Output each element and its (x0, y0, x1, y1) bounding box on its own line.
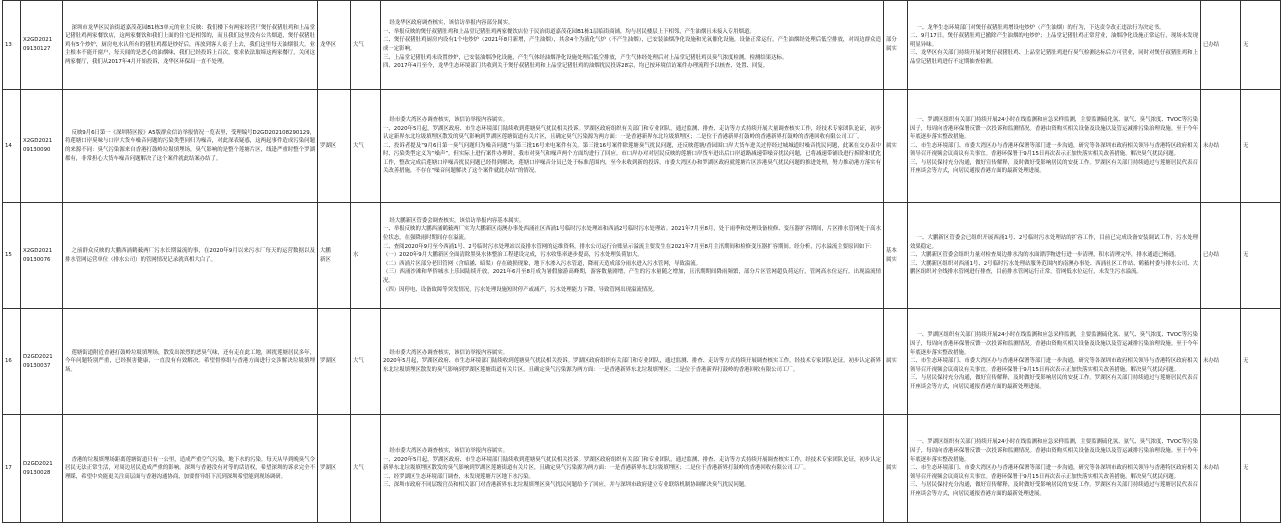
investigation-text: 经市委大湾区办调查核实，该信访举报内容属实。 一、2020年5月起，罗湖区政府、市生态环境部门陆续收到莲塘臭气扰民相关投诉。罗湖区政府组织有关部门和专业团队，通过监测、排查、走访等方式持续开展大量调查核实工作，经技术专家团队论证，初步认定新界东北垃圾填埋区散发的臭气影响到罗湖区莲塘街道有关片区，且确定臭气污染源为两方面：一是香港新界东北垃圾填埋区；二是位于香港新界打鼓岭的香港新界打鼓岭的香港回收有限公司工厂。 二、投诉者提及“9月6日第一臭气问题归为噪音问题”与第三批16号来电案件有关。第三批16号案件除莲塘臭气扰民问题，还反映莲塘/香园围口岸大货车进关过停经过城城道时噪音扰民问题，此案在交办表中时，污染类型定义为“噪声”，但实际上进行案件办理时，我市对臭气和噪声两个方面均进行了回应。市口岸办对对居民反映的莲塘口岸货车进出后口岸道路减速带噪音扰民问题，已将减速带铺设进行拆除和优化工作，整改完成后莲塘口岸噪音扰民问题已经得到解决，莲塘口岸噪音分员已处于标准范围内，至今未收到新的投诉。市委大湾区办和罗湖区政府就莲塘片区涉港臭气扰民问题的推进处理，努力推动港方落实有关改善措施，不存在“噪音问题解决了这个案件就此办结”的情况。 (383, 116, 881, 175)
complaint-table (2, 0, 1281, 523)
complaint-table-sheet (2, 0, 1280, 522)
row-number: 13 (3, 1, 21, 90)
assessment (884, 203, 908, 309)
handling-actions-text: 一、罗湖区组织有关部门持续开展24小时在线监测和应急采样监测，主要监测硫化氢、氨气、臭气浓度、TVOC等污染因子，每周向香港环保署反馈一次投诉和监测情况。香港由资购买相关设备及设施以及管运减排污染治理设施。至于今年年底逐步落实整改措施。 二、市生态环境部门、市委大湾区办与香港环保署等部门进一步沟通，研究等各深圳市政府相关领导与香港特区政府相关领导召开视频会议商议有关事宜。香港环保署于9月15日再次表示正加快落实相关改善措施，解决臭气扰民问题。 三、与居民保持充分沟通，做好宣传解释，及时做好受影响居民的安抚工作。罗湖区有关部门持续通过与莲塘居民代表召开座谈会等方式，向居民通报香港方面的最新处理进展。 (910, 332, 1198, 390)
investigation-result (381, 1, 884, 90)
row-number: 17 (3, 415, 21, 523)
case-id-text: X2GD2021 09130076 (23, 247, 53, 263)
handling-actions (908, 415, 1201, 523)
status: 已办结 (1201, 1, 1241, 90)
case-id (21, 1, 63, 90)
investigation-result (381, 415, 884, 523)
case-id (21, 203, 63, 309)
pollution-type: 大气 (351, 415, 381, 523)
assessment-text: 属实 (886, 358, 897, 365)
status: 未办结 (1201, 309, 1241, 415)
complaint-content (63, 90, 318, 203)
assessment-text: 属实 (886, 465, 897, 472)
district (318, 309, 351, 415)
investigation-text: 经龙华区政府调查核实，该信访举报内容部分属实。 一、举报反映的煲仔叔猪肚鸡和上品堂记猪肚鸡两家餐饮店位于民治街道嘉茂花园B1栋1层临街商铺，均与居民楼层上下相邻，产生油烟且未接入专用烟道。 二、煲仔叔猪肚鸡厨房内设有1个电炒炉（2021年8月新增，产生油烟），其余4个为液化气炉（不产生油烟），已安装油烟净化设施和光氧催化设施，设备正常运行，产生油烟经处理后低空排放，对周边群众造成一定影响。 三、上品堂记猪肚鸡未设置炒炉，已安装油烟净化设施，产生气体经油烟净化设施处理后低空排放，产生气体经处理后对上品堂记猪肚鸡员臭气浓度检测，检测结果达标。 四、2017年4月至今，龙华生态环境部门共收到关于煲仔叔猪肚鸡和上品堂记猪肚鸡的油烟扰民投诉28宗，均已按环境信访案件办理流程予以核查、处置、回复。 (383, 20, 881, 70)
complaint-content (63, 203, 318, 309)
case-id-text: D2GD2021 09130028 (23, 460, 53, 476)
handling-actions-text: 一、龙华生态环境部门对煲仔叔猪肚鸡增设电炒炉（产生油烟）的行为，下达责令改正违法行为决定书。 二、9月17日，煲仔叔猪肚鸡已撤除产生油烟的电炒炉；上品堂记猪肚鸡正常营业，油烟净化设施正常运行，现场未发现明显异味。 三、龙华区有关部门持续开展对煲仔叔猪肚鸡、上品堂记猪肚鸡进行臭气检测达标后方可营业，同时对煲仔叔猪肚鸡和上品堂记猪肚鸡进行不定期抽查检测。 (910, 24, 1198, 65)
case-id-text: D2GD2021 09130037 (23, 353, 53, 369)
complaint-content (63, 415, 318, 523)
case-id-text: X2GD2021 09130090 (23, 138, 53, 153)
district-text: 大鹏 新区 (320, 247, 331, 263)
assessment (884, 415, 908, 523)
district-text: 罗湖区 (320, 465, 337, 472)
table-row (3, 203, 1281, 309)
pollution-type: 大气 (351, 1, 381, 90)
investigation-result (381, 203, 884, 309)
complaint-content (63, 1, 318, 90)
pollution-type: 大气 (351, 309, 381, 415)
district-text: 罗湖区 (320, 142, 337, 149)
status: 未办结 (1201, 415, 1241, 523)
assessment-text: 属实 (886, 142, 897, 149)
investigation-text: 经市委大湾区办调查核实，该信访举报内容属实。 2020年5月起，罗湖区政府、市生态环境部门陆续收到莲塘臭气扰民相关投诉。罗湖区政府组织有关部门和专业团队，通过监测、排查、走访等方式持续开展调查核实工作，经技术专家团队论证，初步认定新界东北垃圾填埋区散发的臭气影响到罗湖区莲塘街道有关片区，且确定臭气污染源为两方面：一是香港新界东北垃圾填埋区；二是位于香港新界打鼓岭的香港回收有限公司工厂。 (383, 349, 881, 373)
handling-actions (908, 1, 1201, 90)
assessment-text: 基本 属实 (886, 247, 897, 263)
complaint-content-text: 莲塘街道附近香港打鼓岭垃圾填埋场，散发出浓烈的恶臭气味，还有走在此工地，困扰莲塘居民多年，今年问题特别严重，已经损害健康，一直没有有效解决。希望督察组与香港方面进行交涉解决垃圾填埋场。 (65, 349, 315, 373)
accountability: 无 (1241, 1, 1281, 90)
handling-actions-text: 一、罗湖区组织有关部门持续开展24小时在线监测和应急采样监测，主要监测硫化氢、氨气、臭气浓度、TVOC等污染因子，每周向香港环保署反馈一次投诉和监测情况。香港由资购买相关设备及设施以及管运减排污染治理设施。至于今年年底逐步落实整改措施。 二、市生态环境部门、市委大湾区办与香港环保署等部门进一步沟通，研究等各深圳市政府相关领导与香港特区政府相关领导召开视频会议商议有关事宜。香港环保署于9月15日再次表示正加快落实相关改善措施，解决臭气扰民问题。 三、与居民保持充分沟通，做好宣传解释，及时做好受影响居民的安抚工作。罗湖区有关部门持续通过与莲塘居民代表召开座谈会等方式，向居民通报香港方面的最新处理进展。 (910, 439, 1198, 497)
handling-actions (908, 309, 1201, 415)
complaint-content (63, 309, 318, 415)
handling-actions-text: 一、大鹏新区管委会已组织开展西涌1号、2号临时污水处理站的扩容工作，目前已完成设备安装调试工作，污水处理效果稳定。 二、大鹏新区管委会组织力量对检查周边排水沟的水面漂浮物进行进一步清理，积水清理完毕，排水通道已畅通。 三、大鹏新区组织对西涌1号、2号临时污水处理站服务范围内的南澳办事处、西涌社区工作站、鹤薮村委与排水公司、大鹏区组织对全线排水管网进行排查，目前排水管网运行正常，管网低水位运行，未发生污水溢流。 (910, 235, 1198, 276)
investigation-result (381, 90, 884, 203)
assessment (884, 309, 908, 415)
district (318, 203, 351, 309)
pollution-type: 大气 (351, 90, 381, 203)
assessment (884, 1, 908, 90)
district-text: 罗湖区 (320, 358, 337, 365)
case-id-text: X2GD2021 09130127 (23, 37, 53, 52)
investigation-result (381, 309, 884, 415)
table-row (3, 415, 1281, 523)
table-row (3, 309, 1281, 415)
row-number: 15 (3, 203, 21, 309)
pollution-type: 水 (351, 203, 381, 309)
investigation-text: 经大鹏新区管委会调查核实，该信访举报内容基本属实。 一、举报反映的大鹏西涌鹤薮两厂实为大鹏新区南澳办事处西涌社区西涌1号临时污水处理站和西涌2号临时污水处理站。2021年7月至8月，处于雨季和处理设备检修、变压器扩容期间，片区排水管网处于高水位状态，在强降雨时期间存在溢流。 二、查阅2020年9月至今西涌1号、2号临时污水处理站以及排水管网的运维资料，排水公司运行台账显示溢流主要发生在2021年7月至8月主汛期间和检修变压器扩容期间。经分析，污水溢流主要原因如下： （一）2020年9月大鹏新区全面清除黑臭水体整治工程建设完成，污水收集率逐步提高，污水处理负荷加大。 （二）西涌片区部分老旧管网（含暗涵、暗渠）存在破损现象，地下水渗入污水管道，降雨天造成部分雨水进入污水管网，导致溢流。 （三）西涌沙滩和华侨城水上乐园陆续开放，2021年6月至8月成为暑假旅游高峰期，游客数量剧增，产生的污水量随之增加，且汛期期间降雨频繁，部分片区管网超负荷运行，管网高水位运行，出现溢流情况。 （四）因停电、设备故障等突发情况，污水处理设施短时停产或减产，污水处理能力下降，导致管网出现溢流情况。 (383, 217, 881, 293)
handling-actions-text: 一、罗湖区组织有关部门持续开展24小时在线监测和应急采样监测，主要监测硫化氢、氨气、臭气浓度、TVOC等污染因子，每周向香港环保署反馈一次投诉和监测情况。香港由资购买相关设备及设施以及管运减排污染治理设施。至于今年年底逐步落实整改措施。 二、市生态环境部门、市委大湾区办与香港环保署等部门进一步沟通，研究等各深圳市政府相关领导与香港特区政府相关领导召开视频会议商议有关事宜。香港环保署于9月15日再次表示正加快落实相关改善措施，解决臭气扰民问题。 三、与居民保持充分沟通，做好宣传解释，及时做好受影响居民的安抚工作。罗湖区有关部门持续通过与莲塘居民代表召开座谈会等方式，向居民通报香港方面的最新处理进展。 (910, 116, 1198, 175)
accountability: 无 (1241, 415, 1281, 523)
row-number: 14 (3, 90, 21, 203)
complaint-content-text: 深圳市龙华区民治街道嘉茂花园B1栋3单元的业主反映：我们楼下有两家经营尸煲仔叔猪肚鸡和上品堂记猪肚鸡两家餐饮店，这两家餐饮和我们上面的住宅是相邻的，而且我们这里没有公共烟道，煲仔叔猪肚鸡有5个炒炉，厨房电水认所有的猪肚鸡都是炒好后，再放到客人桌子上去，我们这里每天油烟很大，业主根本不能开窗户，每天闻的是恶心的油烟味，我们已经投诉上百次，要求依法取缔这两家餐厅，关闭这两家餐厅，我们从2017年4月开始投诉，龙华区环保局一直不处理。 (65, 24, 315, 65)
case-id (21, 90, 63, 203)
district (318, 415, 351, 523)
status: 未办结 (1201, 90, 1241, 203)
complaint-content-text: 反映9月6日第一《深圳特区报》A5版群众信访举报情况一览表里，受理编号D2GD202108290129，将莲塘口岸臭味与口岸大货车噪音问题的污染类型同归为噪音，对此深表疑惑，这两起事件造成污染问题的来源不同：臭气污染源来自香港打鼓岭垃圾填埋场，臭气影响的是整个莲塘片区，线逢严重时整个罗湖都有，非常担心大货车噪音问题解决了这个案件就此结案办结了。 (65, 129, 316, 162)
status: 已办结 (1201, 203, 1241, 309)
row-number: 16 (3, 309, 21, 415)
table-row (3, 90, 1281, 203)
assessment (884, 90, 908, 203)
accountability: 无 (1241, 309, 1281, 415)
assessment-text: 部分 属实 (886, 37, 897, 52)
district (318, 90, 351, 203)
table-row (3, 1, 1281, 90)
district (318, 1, 351, 90)
handling-actions (908, 203, 1201, 309)
case-id (21, 309, 63, 415)
investigation-text: 经市委大湾区办调查核实，该信访举报内容属实。 一、2020年5月起，罗湖区政府、市生态环境部门陆续收到莲塘臭气扰民相关投诉。罗湖区政府组织有关部门和专业团队，通过监测、排查、走访等方式持续开展调查核实工作，经技术专家团队论证，初步认定新界东北垃圾填埋区散发的臭气影响到罗湖区莲塘街道有关片区，且确定臭气污染源为两方面：一是香港新界东北垃圾填埋区；二是位于香港新界打鼓岭的香港回收有限公司工厂。 二、经罗湖区生态环境部门调查，未发现莲塘片区地下水污染。 三、深圳市政府不同层级官员和相关部门对香港新界东北垃圾填埋区臭气扰民问题给予了回应，并与深圳市政府建立专业联络机制协调解决臭气扰民问题。 (383, 448, 881, 489)
handling-actions (908, 90, 1201, 203)
accountability: 无 (1241, 90, 1281, 203)
case-id (21, 415, 63, 523)
complaint-content-text: 之前群众反映的大鹏西涌鹤薮两厂污水长期溢流的事，在2020年9月以来污水厂每天的运营数据以及排水管网运营单位（排水公司）的管网情况记录就真相大白了。 (65, 247, 315, 263)
complaint-content-text: 香港的垃圾填埋场距离莲塘街道只有一公里，造成严重空气污染，地下水的污染。每天从早到晚臭气令居民无法正常生活，对周边居民造成严重的影响。深圳与香港没有对等的话语权，希望深圳的诉求完全不理睬，希望中央能更关注高层面与香港沟通协商，加要督导组下沉到深圳希望能到现场调研。 (65, 456, 315, 480)
accountability: 无 (1241, 203, 1281, 309)
district-text: 龙华区 (320, 41, 337, 48)
